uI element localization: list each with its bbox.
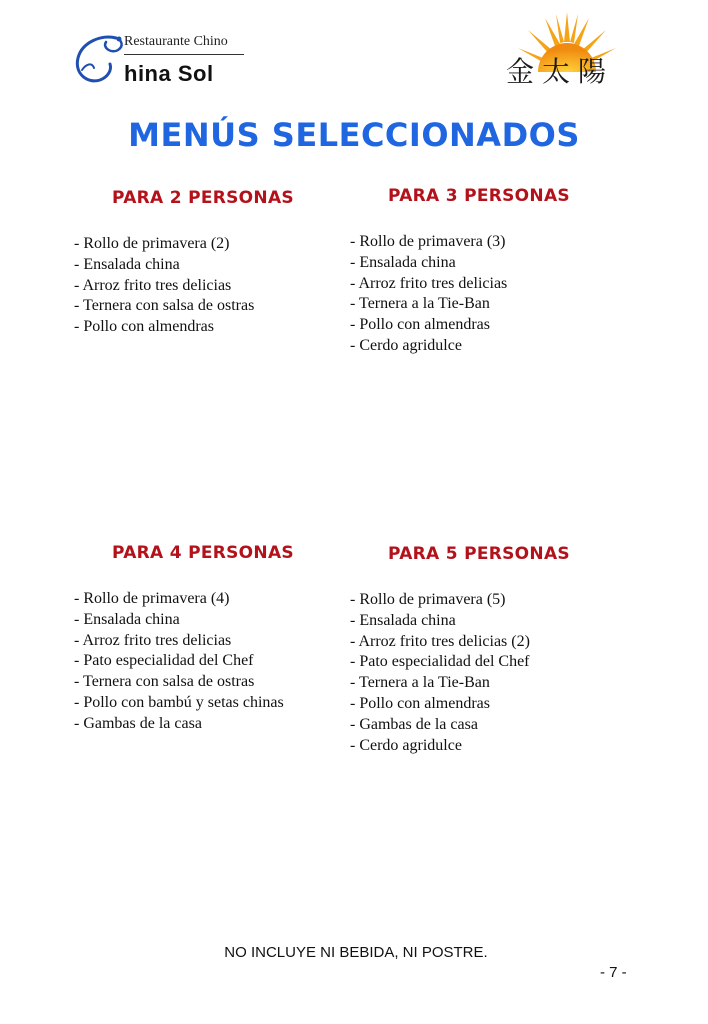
menu-item-list (350, 232, 630, 357)
menu-item: - Rollo de primavera (4) (74, 590, 230, 607)
menu-item: - Pollo con bambú y setas chinas (74, 693, 284, 711)
menu-item: - Cerdo agridulce (350, 736, 462, 754)
logo-divider (124, 54, 244, 55)
menu-item: - Arroz frito tres delicias (74, 631, 232, 649)
menu-item-list (74, 234, 354, 338)
menu-item: - Rollo de primavera (3) (350, 233, 506, 250)
menu-item: - Ternera con salsa de ostras (74, 297, 255, 315)
sun-emblem (500, 12, 634, 92)
page-number: - 7 - (600, 964, 627, 981)
menu-item: - Ensalada china (74, 255, 180, 273)
menu-item: - Arroz frito tres delicias (2) (350, 632, 530, 650)
logo-subtitle: Restaurante Chino (124, 34, 228, 49)
emblem-chinese-text: 金太陽 (506, 55, 615, 88)
menu-4-personas (74, 543, 354, 735)
logo-name: hina Sol (124, 61, 214, 86)
menu-item: - Pato especialidad del Chef (350, 653, 530, 671)
disclaimer-note: NO INCLUYE NI BEBIDA, NI POSTRE. (224, 944, 488, 961)
menu-2-personas (74, 188, 354, 338)
menu-item: - Gambas de la casa (74, 714, 202, 732)
menu-3-personas (350, 186, 630, 357)
menu-item: - Gambas de la casa (350, 715, 478, 733)
menu-heading: PARA 2 PERSONAS (112, 188, 294, 208)
menu-item: - Pollo con almendras (74, 318, 214, 336)
menu-item: - Arroz frito tres delicias (74, 276, 232, 294)
menu-item-list (74, 589, 354, 735)
menu-item: - Pollo con almendras (350, 316, 490, 334)
menu-item: - Arroz frito tres delicias (350, 274, 508, 292)
menu-heading: PARA 4 PERSONAS (112, 543, 294, 563)
menu-item: - Ternera con salsa de ostras (74, 673, 255, 691)
menu-item-list (350, 590, 630, 756)
menu-item: - Pollo con almendras (350, 694, 490, 712)
page-title: MENÚS SELECCIONADOS (128, 116, 580, 154)
menu-heading: PARA 3 PERSONAS (388, 186, 570, 206)
menu-item: - Ensalada china (74, 610, 180, 628)
menu-heading: PARA 5 PERSONAS (388, 544, 570, 564)
menu-item: - Rollo de primavera (2) (74, 235, 230, 252)
menu-item: - Pato especialidad del Chef (74, 652, 254, 670)
menu-item: - Ensalada china (350, 611, 456, 629)
menu-item: - Ternera a la Tie-Ban (350, 295, 490, 313)
menu-item: - Ternera a la Tie-Ban (350, 674, 490, 692)
menu-item: - Ensalada china (350, 253, 456, 271)
menu-item: - Rollo de primavera (5) (350, 591, 506, 608)
restaurant-logo (72, 30, 252, 92)
menu-5-personas (350, 544, 630, 756)
menu-item: - Cerdo agridulce (350, 336, 462, 354)
china-sol-swirl-icon (72, 30, 132, 90)
